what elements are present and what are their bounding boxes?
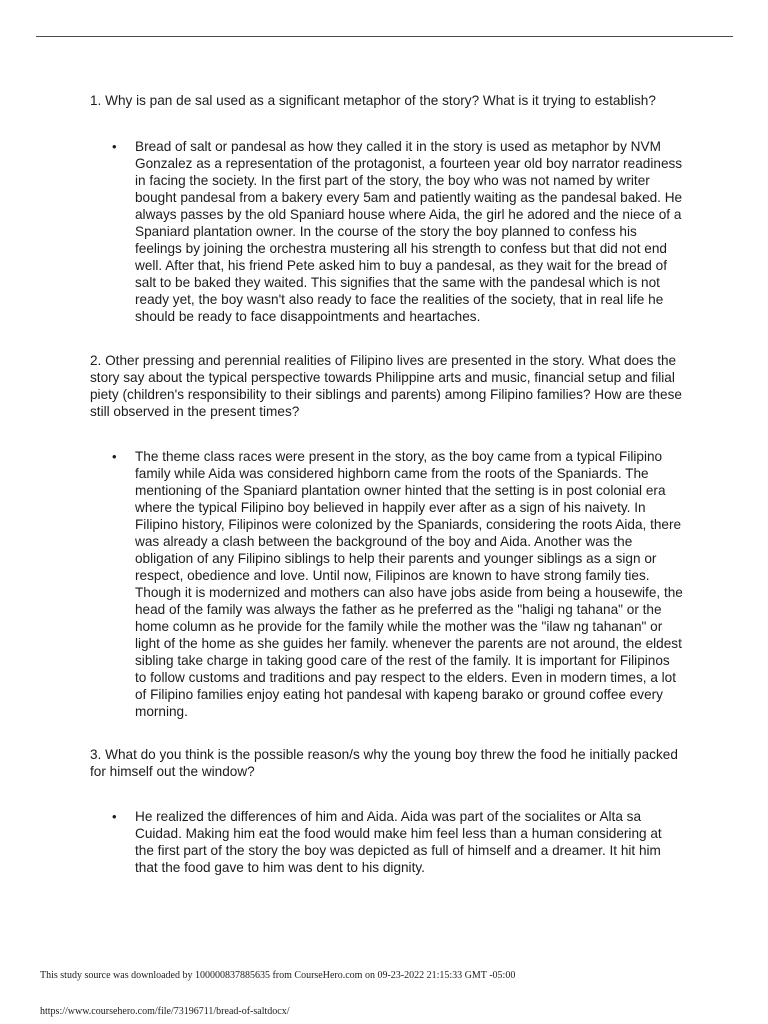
bullet-icon: •: [112, 139, 117, 154]
bullet-icon: •: [112, 809, 117, 824]
bullet-icon: •: [112, 449, 117, 464]
question-3: 3. What do you think is the possible reason/s why the young boy threw the food he initially packed for himself out the window?: [90, 747, 678, 779]
download-notice: This study source was downloaded by 100000837885635 from CourseHero.com on 09-23-2022 21:15:33 GMT -05:00: [40, 970, 516, 981]
answer-2-text: The theme class races were present in the story, as the boy came from a typical Filipino family while Aida was considered highborn came from the roots of the Spaniards. The mentioning of the Spaniard plantation owner hinted that the setting is in post colonial era where the typical Filipino boy believed in happily ever after as a sign of his naivety. In Filipino history, Filipinos were colonized by the Spaniards, considering the roots Aida, there was already a clash between the background of the boy and Aida. Another was the obligation of any Filipino siblings to help their parents and younger siblings as a sign or respect, obedience and love. Until now, Filipinos are known to have strong family ties. Though it is modernized and mothers can also have jobs aside from being a housewife, the head of the family was always the father as he preferred as the "haligi ng tahana" or the home column as he provide for the family while the mother was the "ilaw ng tahanan" or light of the home as she guides her family. whenever the parents are not around, the eldest sibling take charge in taking good care of the rest of the family. It is important for Filipinos to follow customs and traditions and pay respect to the elders. Even in modern times, a lot of Filipino families enjoy eating hot pandesal with kapeng barako or ground coffee every morning.: [135, 449, 683, 719]
question-2: 2. Other pressing and perennial realities of Filipino lives are presented in the story. What does the story say about the typical perspective towards Philippine arts and music, financial setup and filial piety (children's responsibility to their siblings and parents) among Filipino families? How are these still observed in the present times?: [90, 353, 682, 419]
answer-3-text: He realized the differences of him and Aida. Aida was part of the socialites or Alta sa Cuidad. Making him eat the food would make him feel less than a human considering at the first part of the story the boy was depicted as full of himself and a dreamer. It hit him that the food gave to him was dent to his dignity.: [135, 809, 662, 875]
answer-3: [112, 808, 683, 876]
top-divider: [36, 36, 733, 37]
answer-1-text: Bread of salt or pandesal as how they called it in the story is used as metaphor by NVM Gonzalez as a representation of the protagonist, a fourteen year old boy narrator readiness in facing the society. In the first part of the story, the boy who was not named by writer bought pandesal from a bakery every 5am and patiently waiting as the pandesal baked. He always passes by the old Spaniard house where Aida, the girl he adored and the niece of a Spaniard plantation owner. In the course of the story the boy planned to confess his feelings by joining the orchestra mustering all his strength to confess but that did not end well. After that, his friend Pete asked him to buy a pandesal, as they wait for the bread of salt to be baked they waited. This signifies that the same with the pandesal which is not ready yet, the boy wasn't also ready to face the realities of the society, that in real life he should be ready to face disappointments and heartaches.: [135, 139, 683, 324]
answer-2: [112, 448, 683, 720]
question-1: 1. Why is pan de sal used as a significant metaphor of the story? What is it trying to establish?: [90, 93, 656, 108]
source-url[interactable]: https://www.coursehero.com/file/73196711/bread-of-saltdocx/: [40, 1006, 290, 1017]
answer-1: [112, 138, 683, 325]
document-body: [90, 92, 690, 876]
